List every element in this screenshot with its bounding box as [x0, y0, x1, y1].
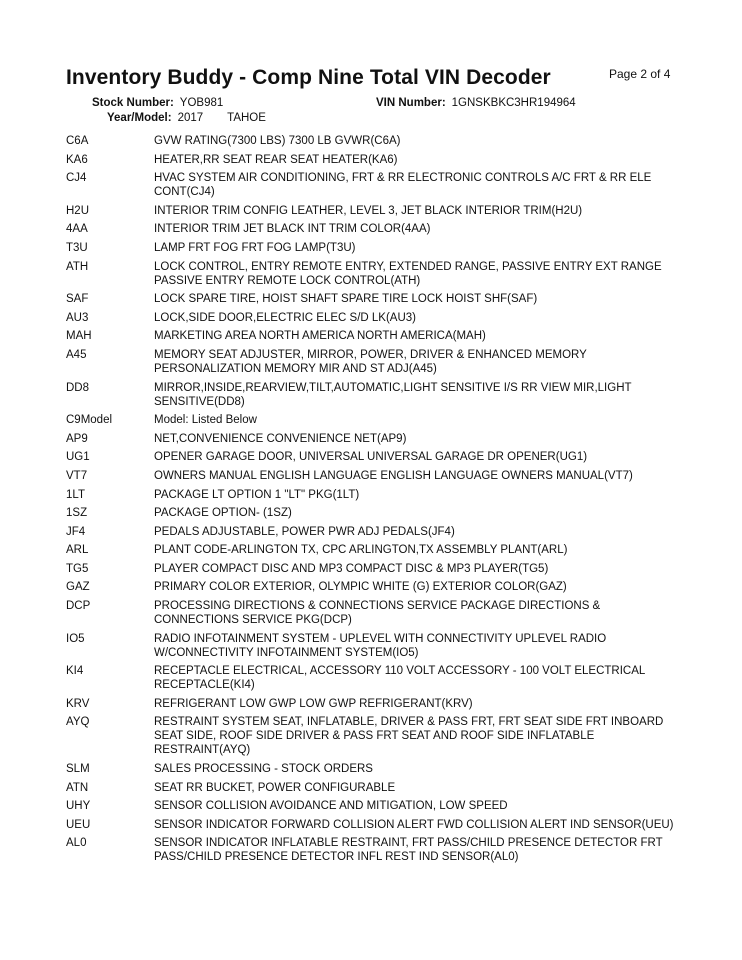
option-code: H2U: [66, 204, 90, 217]
option-code: 4AA: [66, 223, 88, 236]
option-code: A45: [66, 348, 87, 361]
option-description: SEAT RR BUCKET, POWER CONFIGURABLE: [154, 781, 396, 794]
option-code-row: [66, 525, 686, 539]
option-description: OWNERS MANUAL ENGLISH LANGUAGE ENGLISH LANGUAGE OWNERS MANUAL(VT7): [154, 469, 633, 482]
option-description: SENSOR INDICATOR INFLATABLE RESTRAINT, FRT PASS/CHILD PRESENCE DETECTOR FRT PASS/CHILD PRESENCE DETECTOR INFL REST IND SENSOR(AL0): [154, 837, 663, 864]
option-description: OPENER GARAGE DOOR, UNIVERSAL UNIVERSAL GARAGE DR OPENER(UG1): [154, 451, 588, 464]
option-description: RADIO INFOTAINMENT SYSTEM - UPLEVEL WITH CONNECTIVITY UPLEVEL RADIO W/CONNECTIVITY INFOTAINMENT SYSTEM(IO5): [154, 632, 607, 659]
option-code-row: [66, 762, 686, 776]
option-code-row: [66, 413, 686, 427]
option-description: RECEPTACLE ELECTRICAL, ACCESSORY 110 VOLT ACCESSORY - 100 VOLT ELECTRICAL RECEPTACLE(KI4): [154, 665, 645, 692]
vin-number: [376, 97, 576, 109]
option-code-row: [66, 715, 686, 757]
option-code-row: [66, 450, 686, 464]
stock-number-value: YOB981: [179, 97, 224, 109]
option-code: AP9: [66, 432, 88, 445]
option-code-row: [66, 697, 686, 711]
option-code: T3U: [66, 241, 88, 254]
option-code-row: [66, 153, 686, 167]
option-code-row: [66, 204, 686, 218]
option-description: MARKETING AREA NORTH AMERICA NORTH AMERICA(MAH): [154, 330, 486, 343]
option-code: GAZ: [66, 581, 90, 594]
option-code: C9Model: [66, 414, 113, 427]
option-code-row: [66, 311, 686, 325]
stock-number-label: Stock Number:: [92, 97, 174, 109]
option-code: AU3: [66, 311, 89, 324]
option-code-row: [66, 836, 686, 864]
option-code: KA6: [66, 153, 88, 166]
option-description: INTERIOR TRIM JET BLACK INT TRIM COLOR(4AA): [154, 223, 431, 236]
option-description: HEATER,RR SEAT REAR SEAT HEATER(KA6): [154, 153, 398, 166]
option-code-row: [66, 599, 686, 627]
option-code: UG1: [66, 451, 90, 464]
option-description: MEMORY SEAT ADJUSTER, MIRROR, POWER, DRIVER & ENHANCED MEMORY PERSONALIZATION MEMORY MIR AND ST ADJ(A45): [154, 348, 587, 375]
option-description: Model: Listed Below: [154, 414, 257, 427]
option-code-row: [66, 580, 686, 594]
option-description: SALES PROCESSING - STOCK ORDERS: [154, 763, 373, 776]
option-code-row: [66, 381, 686, 409]
option-code: JF4: [66, 525, 86, 538]
option-code-row: [66, 506, 686, 520]
option-description: INTERIOR TRIM CONFIG LEATHER, LEVEL 3, JET BLACK INTERIOR TRIM(H2U): [154, 204, 583, 217]
option-code-row: [66, 543, 686, 557]
option-description: PACKAGE LT OPTION 1 "LT" PKG(1LT): [154, 488, 360, 501]
model-value: TAHOE: [227, 112, 266, 124]
vin-number-label: VIN Number:: [376, 97, 446, 109]
option-description: REFRIGERANT LOW GWP LOW GWP REFRIGERANT(KRV): [154, 697, 473, 710]
option-code-row: [66, 348, 686, 376]
option-description: PACKAGE OPTION- (1SZ): [154, 507, 292, 520]
option-description: PRIMARY COLOR EXTERIOR, OLYMPIC WHITE (G) EXTERIOR COLOR(GAZ): [154, 581, 567, 594]
option-code-row: [66, 329, 686, 343]
report-title: Inventory Buddy - Comp Nine Total VIN Decoder: [66, 66, 551, 89]
option-description: RESTRAINT SYSTEM SEAT, INFLATABLE, DRIVER & PASS FRT, FRT SEAT SIDE FRT INBOARD SEAT SIDE, ROOF SIDE DRIVER & PASS FRT SEAT AND ROOF SIDE INFLATABLE RESTRAINT(AYQ): [154, 716, 664, 757]
option-code-row: [66, 818, 686, 832]
option-code: C6A: [66, 135, 89, 147]
option-code: ARL: [66, 544, 89, 557]
option-code: VT7: [66, 469, 88, 482]
option-description: PROCESSING DIRECTIONS & CONNECTIONS SERVICE PACKAGE DIRECTIONS & CONNECTIONS SERVICE PKG(DCP): [154, 600, 601, 627]
option-description: PEDALS ADJUSTABLE, POWER PWR ADJ PEDALS(JF4): [154, 525, 455, 538]
option-code: ATH: [66, 260, 89, 273]
option-code: DCP: [66, 600, 91, 613]
option-code-row: [66, 432, 686, 446]
option-description: LOCK SPARE TIRE, HOIST SHAFT SPARE TIRE LOCK HOIST SHF(SAF): [154, 293, 538, 306]
option-code-row: [66, 134, 686, 148]
option-code: 1LT: [66, 488, 85, 501]
option-code: SLM: [66, 763, 90, 776]
year-model: [107, 112, 266, 124]
option-code-row: [66, 469, 686, 483]
option-code-row: [66, 799, 686, 813]
option-code: UEU: [66, 818, 91, 831]
option-code-row: [66, 292, 686, 306]
option-code-row: [66, 664, 686, 692]
option-code-row: [66, 632, 686, 660]
option-code-row: [66, 781, 686, 795]
option-description: LOCK CONTROL, ENTRY REMOTE ENTRY, EXTENDED RANGE, PASSIVE ENTRY EXT RANGE PASSIVE ENTRY REMOTE LOCK CONTROL(ATH): [154, 260, 662, 287]
option-description: LOCK,SIDE DOOR,ELECTRIC ELEC S/D LK(AU3): [154, 311, 417, 324]
stock-number: [92, 97, 223, 109]
option-description: LAMP FRT FOG FRT FOG LAMP(T3U): [154, 241, 356, 254]
option-code: KI4: [66, 665, 84, 678]
option-description: SENSOR INDICATOR FORWARD COLLISION ALERT FWD COLLISION ALERT IND SENSOR(UEU): [154, 818, 674, 831]
option-description: NET,CONVENIENCE CONVENIENCE NET(AP9): [154, 432, 407, 445]
page-number: Page 2 of 4: [609, 67, 671, 81]
option-code: KRV: [66, 697, 90, 710]
option-code-row: [66, 222, 686, 236]
option-code: AYQ: [66, 716, 90, 729]
option-description: GVW RATING(7300 LBS) 7300 LB GVWR(C6A): [154, 135, 401, 147]
option-code-row: [66, 562, 686, 576]
option-code: CJ4: [66, 172, 87, 185]
option-code: DD8: [66, 381, 90, 394]
option-description: SENSOR COLLISION AVOIDANCE AND MITIGATION, LOW SPEED: [154, 800, 508, 813]
option-code: SAF: [66, 293, 89, 306]
option-code-row: [66, 260, 686, 288]
year-value: 2017: [177, 112, 204, 124]
option-description: PLAYER COMPACT DISC AND MP3 COMPACT DISC & MP3 PLAYER(TG5): [154, 562, 549, 575]
option-description: MIRROR,INSIDE,REARVIEW,TILT,AUTOMATIC,LIGHT SENSITIVE I/S RR VIEW MIR,LIGHT SENSITIVE(DD8): [154, 381, 632, 408]
option-code-list: [66, 134, 686, 869]
option-code: UHY: [66, 800, 91, 813]
option-code-row: [66, 171, 686, 199]
option-code: MAH: [66, 330, 92, 343]
option-code: TG5: [66, 562, 89, 575]
vin-number-value: 1GNSKBKC3HR194964: [451, 97, 576, 109]
option-code: ATN: [66, 781, 89, 794]
option-description: HVAC SYSTEM AIR CONDITIONING, FRT & RR ELECTRONIC CONTROLS A/C FRT & RR ELE CONT(CJ4): [154, 172, 652, 199]
option-code-row: [66, 241, 686, 255]
option-code: IO5: [66, 632, 85, 645]
option-code: 1SZ: [66, 507, 88, 520]
year-model-label: Year/Model:: [107, 112, 172, 124]
option-description: PLANT CODE-ARLINGTON TX, CPC ARLINGTON,TX ASSEMBLY PLANT(ARL): [154, 544, 568, 557]
option-code-row: [66, 488, 686, 502]
option-code: AL0: [66, 837, 87, 850]
